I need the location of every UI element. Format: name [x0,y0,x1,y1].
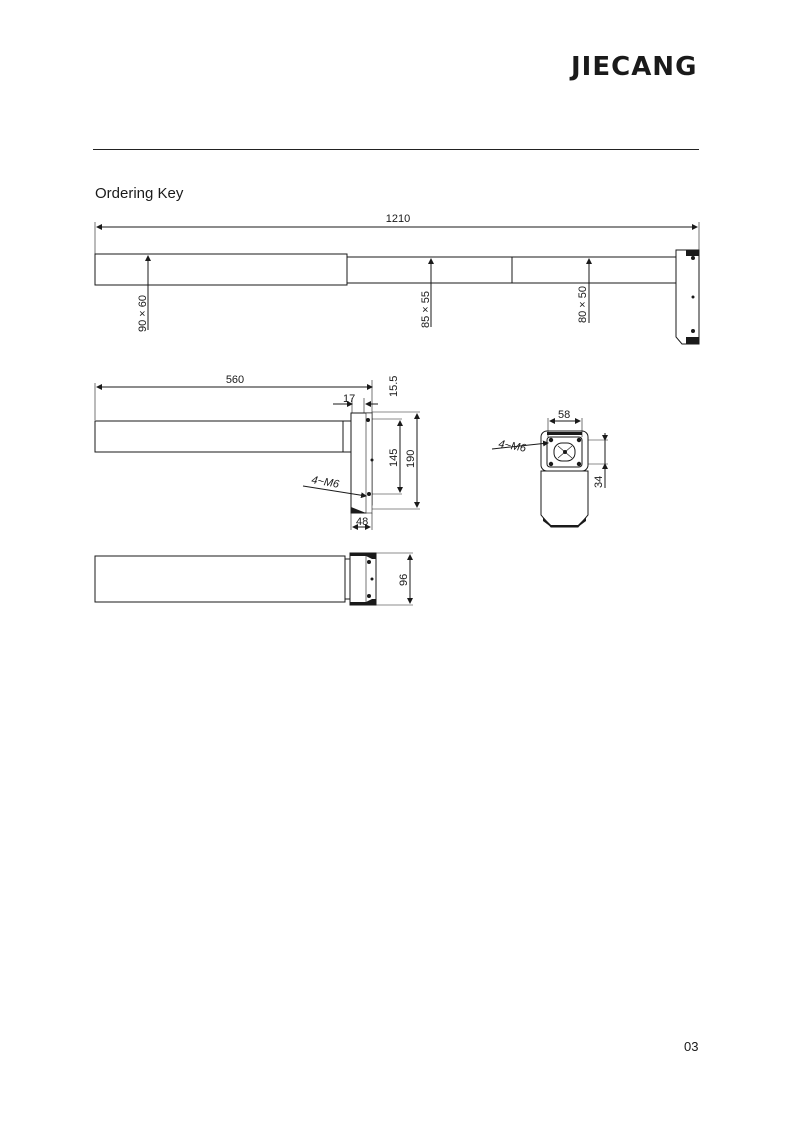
column-end-view [492,409,608,527]
dim-side-length: 560 [225,374,245,386]
dim-width-48: 48 [356,516,369,528]
dim-overall-length: 1210 [385,213,411,225]
column-full-view [95,213,699,344]
dim-top-15-5: 15.5 [388,375,400,397]
dim-end-34: 34 [593,475,605,488]
stage2-tube [347,257,512,283]
column-bottom-view [95,553,413,605]
dim-height-145: 145 [388,448,400,467]
dim-bottom-96: 96 [398,573,410,586]
dim-stage1: 90 × 60 [137,294,149,332]
dim-offset-17: 17 [343,393,356,405]
page-number: 03 [684,1039,699,1054]
stage1-tube [95,254,347,285]
label-thread-side: 4~M6 [310,474,340,491]
dim-plate-58: 58 [558,409,571,421]
label-thread-end: 4~M6 [497,438,527,455]
foot-block-end [676,250,699,344]
brand-logo: JIECANG [571,52,698,82]
dim-height-190: 190 [405,449,417,468]
end-foot-body [541,471,588,527]
dim-stage2: 85 × 55 [420,290,432,328]
section-title: Ordering Key [95,185,184,202]
stage3-tube [512,257,676,283]
dim-stage3: 80 × 50 [577,285,589,323]
bottom-tube [95,556,345,602]
column-side-view [95,374,420,530]
side-tube [95,421,343,452]
